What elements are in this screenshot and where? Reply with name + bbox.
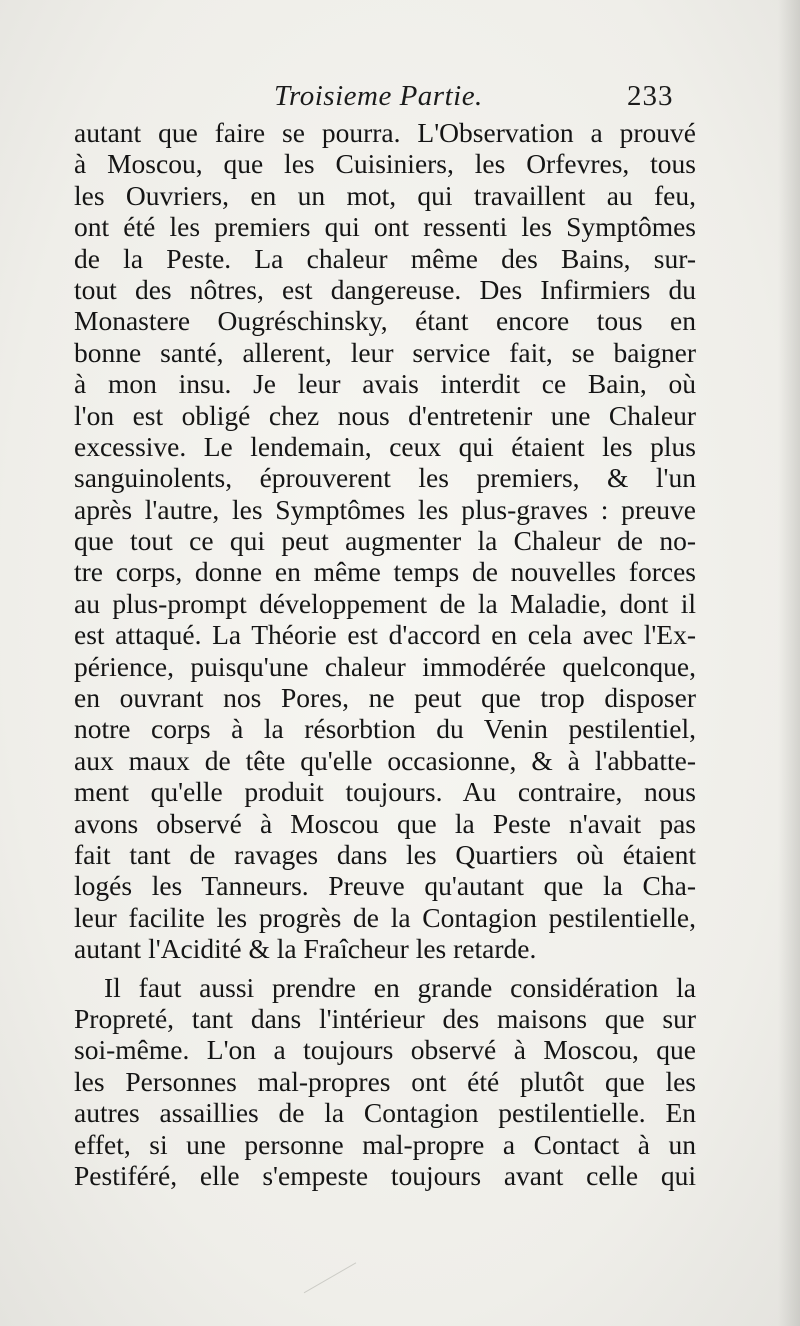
text-line: sanguinolents, éprouverent les premiers, & l'un: [74, 462, 696, 494]
text-line: à mon insu. Je leur avais interdit ce Bain, où: [74, 368, 696, 400]
text-line: Monastere Ougréschinsky, étant encore tous en: [74, 305, 696, 337]
text-line: bonne santé, allerent, leur service fait, se baigner: [74, 336, 696, 368]
text-line: fait tant de ravages dans les Quartiers où étaient: [74, 838, 696, 870]
text-line: à Moscou, que les Cuisiniers, les Orfevres, tous: [74, 148, 696, 180]
text-line: aux maux de tête qu'elle occasionne, & à l'abbatte-: [74, 744, 696, 776]
page-number: 233: [627, 80, 674, 112]
text-line: en ouvrant nos Pores, ne peut que trop disposer: [74, 682, 696, 714]
text-line: ont été les premiers qui ont ressenti les Symptômes: [74, 211, 696, 243]
text-line: logés les Tanneurs. Preuve qu'autant que la Cha-: [74, 870, 696, 902]
text-line: Propreté, tant dans l'intérieur des maisons que sur: [74, 1002, 696, 1034]
text-line: après l'autre, les Symptômes les plus-graves : preuve: [74, 493, 696, 525]
text-line: de la Peste. La chaleur même des Bains, sur-: [74, 242, 696, 274]
paragraph: [74, 972, 696, 1192]
body-text: [74, 117, 696, 1191]
text-line: l'on est obligé chez nous d'entretenir une Chaleur: [74, 399, 696, 431]
page-edge-shadow: [778, 0, 800, 1326]
text-line: autant que faire se pourra. L'Observation a prouvé: [74, 117, 696, 148]
running-head: [0, 78, 800, 118]
text-line: leur facilite les progrès de la Contagion pestilentielle,: [74, 901, 696, 933]
paragraph-gap: [74, 965, 696, 972]
text-line: excessive. Le lendemain, ceux qui étaient les plus: [74, 430, 696, 462]
text-line: autres assaillies de la Contagion pestilentielle. En: [74, 1097, 696, 1129]
text-line: soi-même. L'on a toujours observé à Moscou, que: [74, 1034, 696, 1066]
text-line: Pestiféré, elle s'empeste toujours avant celle qui: [74, 1159, 696, 1191]
text-line: est attaqué. La Théorie est d'accord en cela avec l'Ex-: [74, 619, 696, 651]
text-line: tout des nôtres, est dangereuse. Des Infirmiers du: [74, 273, 696, 305]
text-line: périence, puisqu'une chaleur immodérée quelconque,: [74, 650, 696, 682]
text-line: avons observé à Moscou que la Peste n'avait pas: [74, 807, 696, 839]
text-line: les Personnes mal-propres ont été plutôt que les: [74, 1065, 696, 1097]
text-line: tre corps, donne en même temps de nouvelles forces: [74, 556, 696, 588]
running-title: Troisieme Partie.: [274, 80, 483, 112]
text-line: que tout ce qui peut augmenter la Chaleur de no-: [74, 525, 696, 557]
text-line: Il faut aussi prendre en grande considération la: [104, 971, 696, 1003]
text-line: notre corps à la résorbtion du Venin pestilentiel,: [74, 713, 696, 745]
text-line: ment qu'elle produit toujours. Au contraire, nous: [74, 776, 696, 808]
text-line: les Ouvriers, en un mot, qui travaillent au feu,: [74, 179, 696, 211]
paragraph: [74, 117, 696, 965]
text-line: autant l'Acidité & la Fraîcheur les retarde.: [74, 933, 537, 965]
text-line: effet, si une personne mal-propre a Contact à un: [74, 1128, 696, 1160]
paper-crease-mark: [284, 1228, 356, 1294]
text-line: au plus-prompt développement de la Maladie, dont il: [74, 587, 696, 619]
